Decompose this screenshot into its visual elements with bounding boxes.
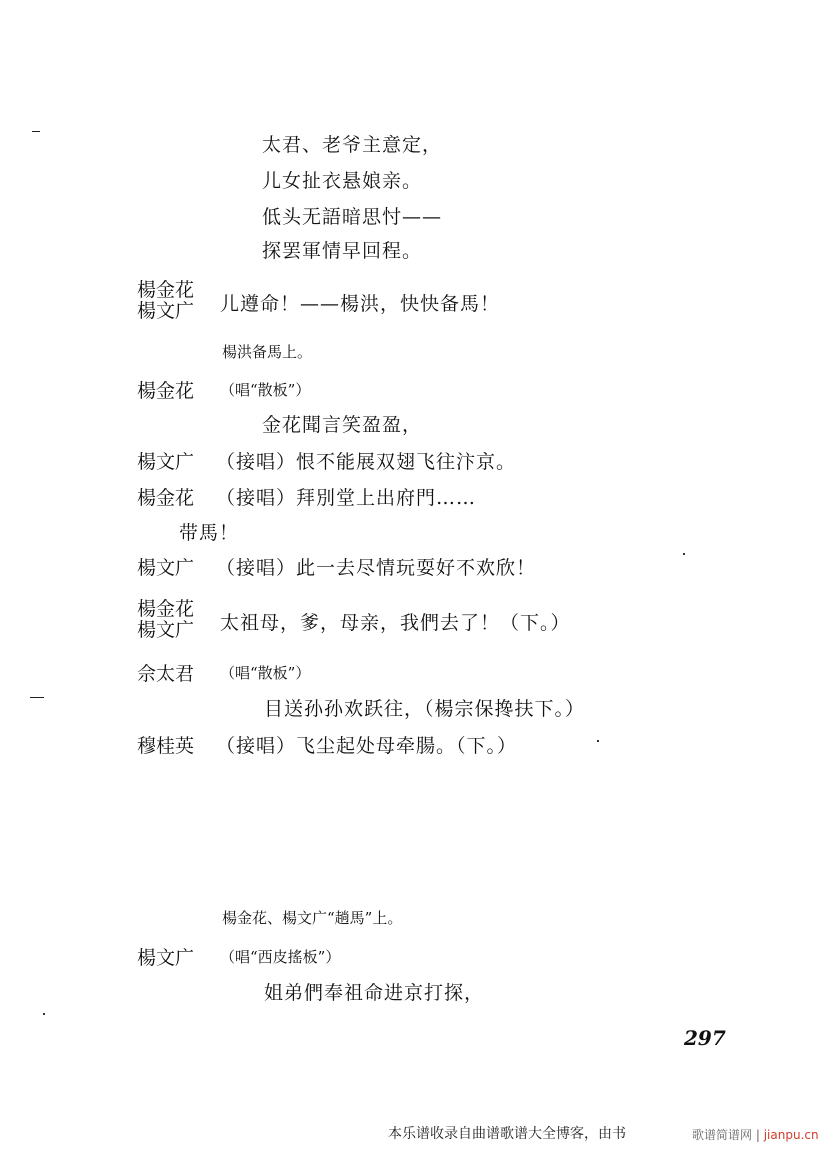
speaker-name: 楊文广 xyxy=(137,619,195,641)
verse-line: 低头无語暗思忖—— xyxy=(262,206,443,228)
speaker-name: 楊文广 xyxy=(137,947,195,969)
watermark-separator: | xyxy=(755,1128,760,1142)
scan-mark xyxy=(30,697,44,698)
footer-credit: 本乐谱收录自曲谱歌谱大全博客，由书 xyxy=(388,1126,626,1142)
verse-line: 探罢軍情早回程。 xyxy=(262,240,423,262)
speaker-name: 楊金花 xyxy=(137,487,195,509)
speaker-name: 楊金花 xyxy=(137,380,195,402)
scan-dot xyxy=(683,553,685,555)
speaker-name: 楊文广 xyxy=(137,300,195,322)
verse-line: 太君、老爷主意定， xyxy=(262,134,443,156)
watermark-domain: jianpu.cn xyxy=(763,1128,819,1142)
scan-dot xyxy=(43,1013,45,1015)
verse-line: 金花聞言笑盈盈， xyxy=(262,414,423,436)
dialogue-line: （接唱）拜別堂上出府門…… xyxy=(216,487,477,509)
speaker-name: 楊金花 xyxy=(137,598,195,620)
watermark-site-name: 歌谱简谱网 xyxy=(692,1128,753,1142)
speaker-name: 楊文广 xyxy=(137,451,195,473)
stage-direction: （唱“散板”） xyxy=(220,664,311,682)
stage-direction: 楊金花、楊文广“趟馬”上。 xyxy=(222,909,403,927)
stage-direction: 楊洪备馬上。 xyxy=(222,343,313,361)
speaker-name: 楊金花 xyxy=(137,279,195,301)
stage-direction: （唱“散板”） xyxy=(220,381,311,399)
dialogue-line: 儿遵命！——楊洪，快快备馬！ xyxy=(220,293,501,315)
page-number: 297 xyxy=(684,1026,726,1050)
dialogue-line: （接唱）飞尘起处母牵腸。（下。） xyxy=(216,735,518,757)
speaker-name: 楊文广 xyxy=(137,557,195,579)
dialogue-line: （接唱）此一去尽情玩耍好不欢欣！ xyxy=(216,557,537,579)
dialogue-line: 带馬！ xyxy=(179,522,240,544)
scan-dot xyxy=(597,740,599,742)
scan-mark xyxy=(32,131,40,132)
speaker-name: 佘太君 xyxy=(137,663,195,685)
verse-line: 儿女扯衣悬娘亲。 xyxy=(262,170,423,192)
verse-line: 目送孙孙欢跃往，（楊宗保搀扶下。） xyxy=(264,698,586,720)
speaker-name: 穆桂英 xyxy=(137,735,195,757)
watermark xyxy=(692,1126,819,1143)
dialogue-line: 太祖母，爹，母亲，我們去了！（下。） xyxy=(220,612,571,634)
dialogue-line: （接唱）恨不能展双翅飞往汴京。 xyxy=(216,451,517,473)
stage-direction: （唱“西皮搖板”） xyxy=(220,948,341,966)
verse-line: 姐弟們奉祖命进京打探， xyxy=(264,982,485,1004)
